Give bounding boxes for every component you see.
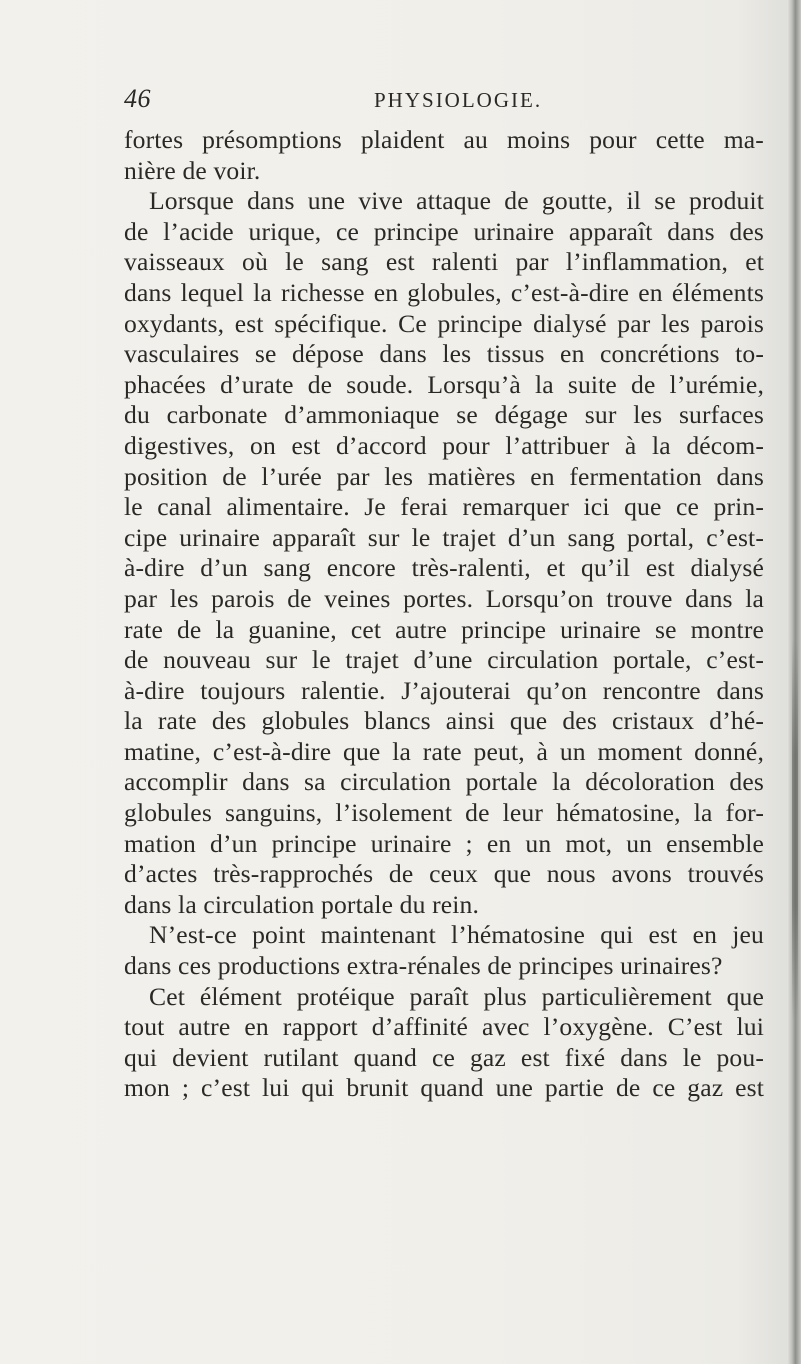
- text-line: fortes présomptions plaident au moins pour cette ma-: [124, 125, 764, 154]
- text-line: phacées d’urate de soude. Lorsqu’à la suite de l’urémie,: [124, 369, 764, 399]
- text-line: de nouveau sur le trajet d’une circulation portale, c’est-: [124, 645, 764, 675]
- text-line: vaisseaux où le sang est ralenti par l’inflammation, et: [124, 247, 764, 277]
- text-line: dans lequel la richesse en globules, c’est-à-dire en éléments: [124, 277, 764, 307]
- text-line: accomplir dans sa circulation portale la décoloration des: [124, 767, 764, 797]
- text-line: dans ces productions extra-rénales de principes urinaires?: [124, 951, 723, 981]
- text-line: matine, c’est-à-dire que la rate peut, à un moment donné,: [124, 736, 764, 766]
- page-header: [124, 80, 784, 120]
- text-line: mon ; c’est lui qui brunit quand une partie de ce gaz est: [124, 1073, 764, 1103]
- running-head: PHYSIOLOGIE.: [374, 88, 543, 112]
- page-edge-dark-band: [792, 640, 798, 1020]
- text-line: position de l’urée par les matières en fermentation dans: [124, 461, 764, 491]
- text-line: la rate des globules blancs ainsi que des cristaux d’hé-: [124, 706, 764, 736]
- body-text: [124, 125, 764, 1104]
- text-line: Lorsque dans une vive attaque de goutte, il se produit: [149, 186, 764, 216]
- text-line: Cet élément protéique paraît plus particulièrement que: [149, 981, 764, 1011]
- text-line: globules sanguins, l’isolement de leur hématosine, la for-: [124, 798, 764, 828]
- text-line: dans la circulation portale du rein.: [124, 889, 480, 919]
- text-line: à-dire toujours ralentie. J’ajouterai qu’on rencontre dans: [124, 675, 764, 705]
- page-number: 46: [124, 84, 151, 113]
- text-line: de l’acide urique, ce principe urinaire apparaît dans des: [124, 216, 764, 246]
- text-line: N’est-ce point maintenant l’hématosine qui est en jeu: [149, 920, 764, 950]
- text-line: du carbonate d’ammoniaque se dégage sur les surfaces: [124, 400, 764, 430]
- text-line: d’actes très-rapprochés de ceux que nous avons trouvés: [124, 859, 764, 889]
- text-line: à-dire d’un sang encore très-ralenti, et qu’il est dialysé: [124, 553, 764, 583]
- text-line: oxydants, est spécifique. Ce principe dialysé par les parois: [124, 308, 764, 338]
- text-line: qui devient rutilant quand ce gaz est fixé dans le pou-: [124, 1042, 764, 1072]
- text-line: le canal alimentaire. Je ferai remarquer ici que ce prin-: [124, 492, 764, 522]
- text-line: par les parois de veines portes. Lorsqu’on trouve dans la: [124, 583, 764, 613]
- text-line: rate de la guanine, cet autre principe urinaire se montre: [124, 614, 764, 644]
- text-line: vasculaires se dépose dans les tissus en concrétions to-: [124, 339, 764, 369]
- text-line: nière de voir.: [124, 155, 261, 185]
- text-line: digestives, on est d’accord pour l’attribuer à la décom-: [124, 430, 764, 460]
- text-line: cipe urinaire apparaît sur le trajet d’un sang portal, c’est-: [124, 522, 764, 552]
- text-line: mation d’un principe urinaire ; en un mot, un ensemble: [124, 828, 764, 858]
- text-line: tout autre en rapport d’affinité avec l’oxygène. C’est lui: [124, 1012, 764, 1042]
